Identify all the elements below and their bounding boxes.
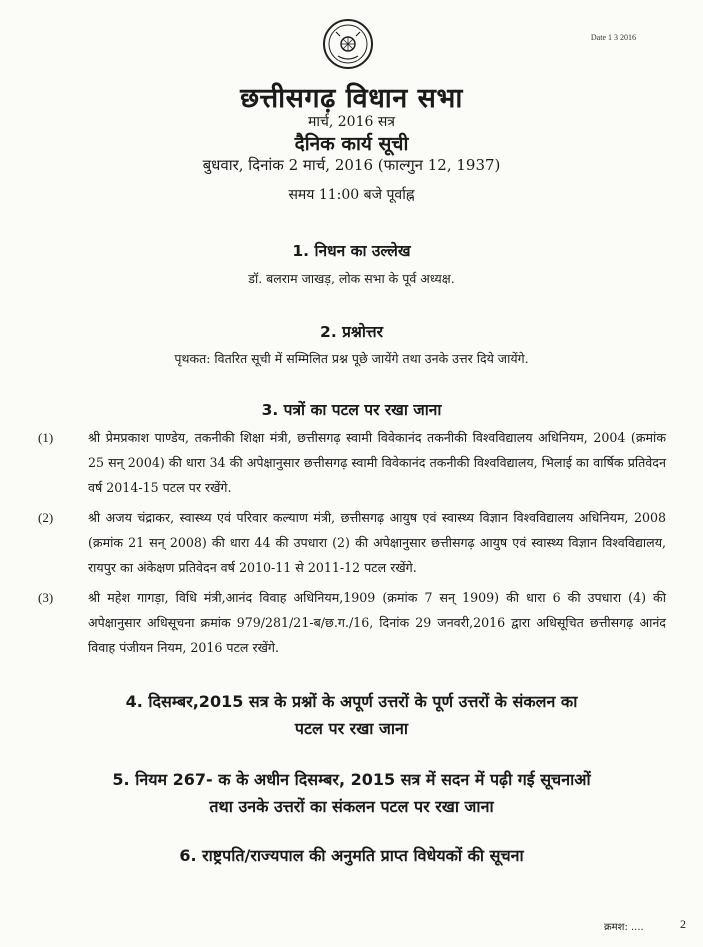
date-line: बुधवार, दिनांक 2 मार्च, 2016 (फाल्गुन 12, 1937) (202, 156, 501, 174)
page-number: 2 (680, 917, 686, 931)
date-stamp: Date 1 3 2016 (590, 33, 636, 42)
item-3-number: (3) (38, 590, 54, 605)
item-3-text: श्री महेश गागड़ा, विधि मंत्री,आनंद विवाह अधिनियम,1909 (क्रमांक 7 सन् 1909) की धारा 6 की उपधारा (4) की अपेक्षानुसार अधिसूचना क्रमांक 979/281/21-ब/छ.ग./16, दिनांक 29 जनवरी,2016 द्वारा अधिसूचित छत्तीसगढ़ आनंद विवाह पंजीयन नियम, 2016 पटल रखेंगे. (88, 590, 666, 655)
section-5-title-line2: तथा उनके उत्तरों का संकलन पटल पर रखा जाना (209, 797, 494, 816)
section-1-title: 1. निधन का उल्लेख (292, 242, 411, 260)
assembly-emblem-icon (322, 18, 374, 70)
item-1-text: श्री प्रेमप्रकाश पाण्डेय, तकनीकी शिक्षा मंत्री, छत्तीसगढ़ स्वामी विवेकानंद तकनीकी विश्वविद्यालय अधिनियम, 2004 (क्रमांक 25 सन् 2004) की धारा 34 की अपेक्षानुसार छत्तीसगढ़ स्वामी विवेकानंद तकनीकी विश्वविद्यालय, भिलाई का वार्षिक प्रतिवेदन वर्ष 2014-15 पटल पर रखेंगे. (88, 430, 666, 495)
section-2-title: 2. प्रश्नोत्तर (320, 323, 383, 341)
section-3-title: 3. पत्रों का पटल पर रखा जाना (261, 401, 442, 419)
item-2-text: श्री अजय चंद्राकर, स्वास्थ्य एवं परिवार कल्याण मंत्री, छत्तीसगढ़ आयुष एवं स्वास्थ्य विज्ञान विश्वविद्यालय अधिनियम, 2008 (क्रमांक 21 सन् 2008) की धारा 44 की उपधारा (2) की अपेक्षानुसार छत्तीसगढ़ आयुष एवं स्वास्थ्य विज्ञान विश्वविद्यालय, रायपुर का अंकेक्षण प्रतिवेदन वर्ष 2010-11 से 2011-12 पटल रखेंगे. (88, 510, 666, 575)
session-line: मार्च, 2016 सत्र (307, 114, 396, 130)
section-6-title: 6. राष्ट्रपति/राज्यपाल की अनुमति प्राप्त विधेयकों की सूचना (179, 846, 524, 865)
document-title: छत्तीसगढ़ विधान सभा (240, 83, 463, 114)
section-5-title-line1: 5. नियम 267- क के अधीन दिसम्बर, 2015 सत्र में सदन में पढ़ी गई सूचनाओं (112, 770, 591, 789)
section-4-title-line2: पटल पर रखा जाना (294, 719, 409, 738)
time-line: समय 11:00 बजे पूर्वाह्न (288, 187, 415, 203)
section-4-title-line1: 4. दिसम्बर,2015 सत्र के प्रश्नों के अपूर्ण उत्तरों के पूर्ण उत्तरों के संकलन का (125, 692, 578, 711)
continued-marker: क्रमश: .... (604, 922, 644, 933)
item-2-number: (2) (38, 510, 54, 525)
item-1-number: (1) (38, 430, 54, 445)
section-1-body: डॉ. बलराम जाखड़, लोक सभा के पूर्व अध्यक्ष. (248, 271, 455, 286)
section-2-body: पृथकत: वितरित सूची में सम्मिलित प्रश्न पूछे जायेंगे तथा उनके उत्तर दिये जायेंगे. (174, 351, 529, 366)
document-subtitle: दैनिक कार्य सूची (294, 133, 409, 155)
